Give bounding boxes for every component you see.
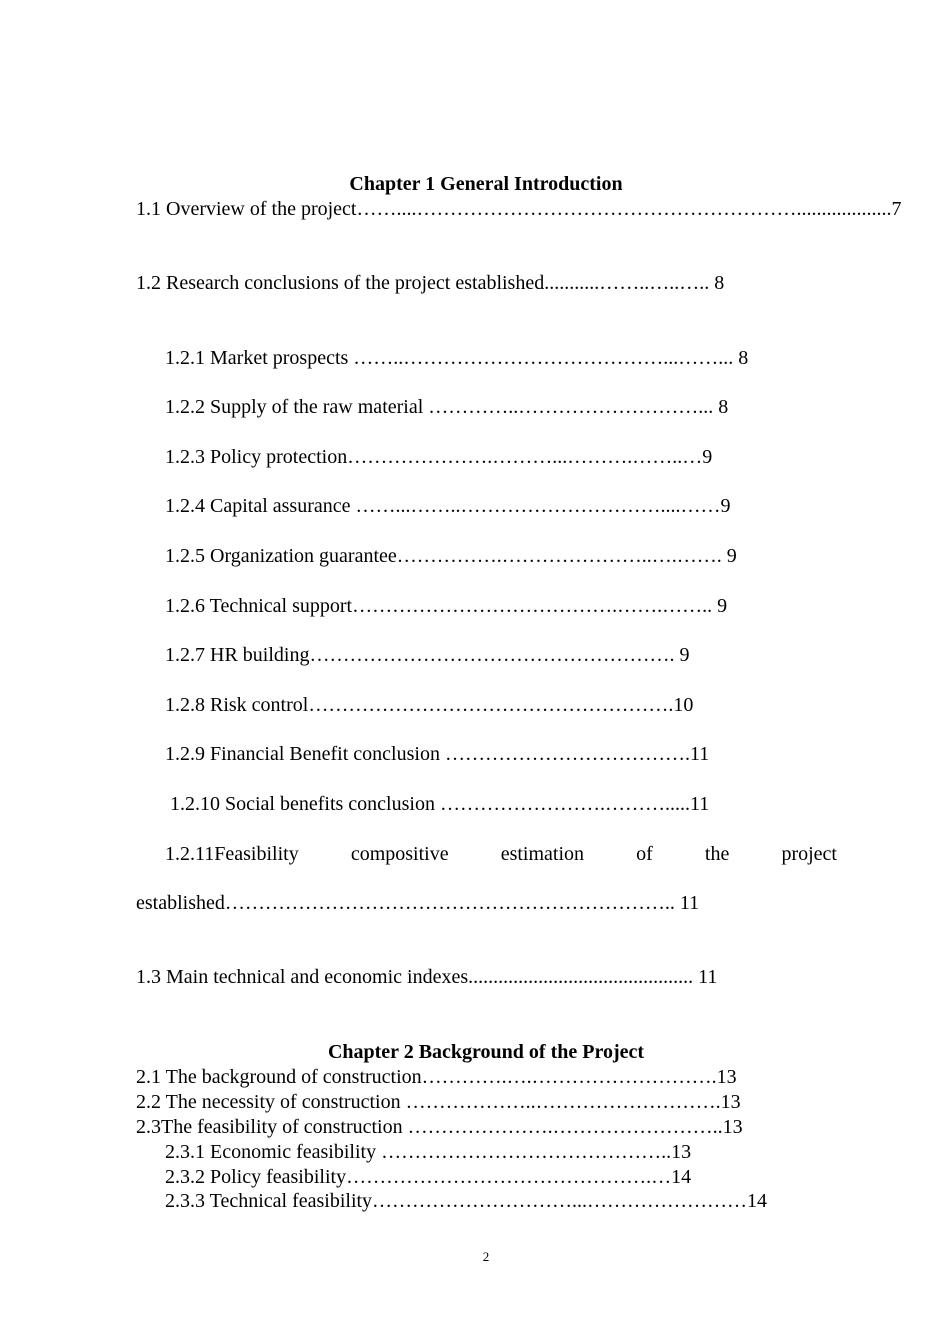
toc-entry-2-2: 2.2 The necessity of construction ………………..……………………….13 [136, 1091, 741, 1113]
toc-entry-2-3-3: 2.3.3 Technical feasibility…………………………...……………………14 [165, 1190, 768, 1212]
toc-entry-1-2-4: 1.2.4 Capital assurance ……...……..…………………………....……9 [165, 495, 731, 517]
toc-entry-1-2-3: 1.2.3 Policy protection………………….………...……….……..…9 [165, 446, 713, 468]
toc-entry-1-2-1: 1.2.1 Market prospects ……..…………………………………...……... 8 [165, 347, 749, 369]
toc-entry-1-2-2: 1.2.2 Supply of the raw material …………..………………………... 8 [165, 396, 729, 418]
toc-word: compositive [350, 843, 449, 865]
toc-word: the [704, 843, 730, 865]
toc-word: estimation [500, 843, 585, 865]
toc-entry-1-2-6: 1.2.6 Technical support………………………………….…….…….. 9 [165, 595, 728, 617]
toc-entry-1-2-9: 1.2.9 Financial Benefit conclusion ……………………………….11 [165, 743, 710, 765]
toc-entry-1-2-8: 1.2.8 Risk control……………………………………………….10 [165, 694, 694, 716]
toc-word: project [781, 843, 837, 865]
toc-entry-2-3-2: 2.3.2 Policy feasibility……………………………………….…14 [165, 1166, 692, 1188]
toc-entry-1-1: 1.1 Overview of the project……....…………………………………………………...................7 [136, 198, 902, 220]
toc-entry-1-2: 1.2 Research conclusions of the project established...........……..…..….. 8 [136, 272, 725, 294]
toc-entry-2-3: 2.3The feasibility of construction ………………….……………………..13 [136, 1116, 743, 1138]
chapter-2-heading: Chapter 2 Background of the Project [327, 1041, 645, 1063]
toc-entry-2-1: 2.1 The background of construction………….….……………………….13 [136, 1066, 737, 1088]
toc-entry-1-2-7: 1.2.7 HR building………………………………………………. 9 [165, 644, 690, 666]
toc-entry-1-3: 1.3 Main technical and economic indexes............................................. 11 [136, 966, 718, 988]
toc-word: of [636, 843, 653, 865]
toc-entry-1-2-5: 1.2.5 Organization guarantee…………….…………………..….……. 9 [165, 545, 737, 567]
toc-word: 1.2.11Feasibility [165, 843, 299, 865]
toc-entry-1-2-11 [165, 842, 837, 866]
toc-entry-2-3-1: 2.3.1 Economic feasibility ……………………………………..13 [165, 1141, 692, 1163]
chapter-1-heading: Chapter 1 General Introduction [349, 173, 623, 195]
toc-entry-1-2-10: 1.2.10 Social benefits conclusion …………………….……….....11 [170, 793, 710, 815]
toc-entry-1-2-11-continued: established………………………………………………………….. 11 [136, 892, 700, 914]
page-number: 2 [482, 1249, 490, 1264]
